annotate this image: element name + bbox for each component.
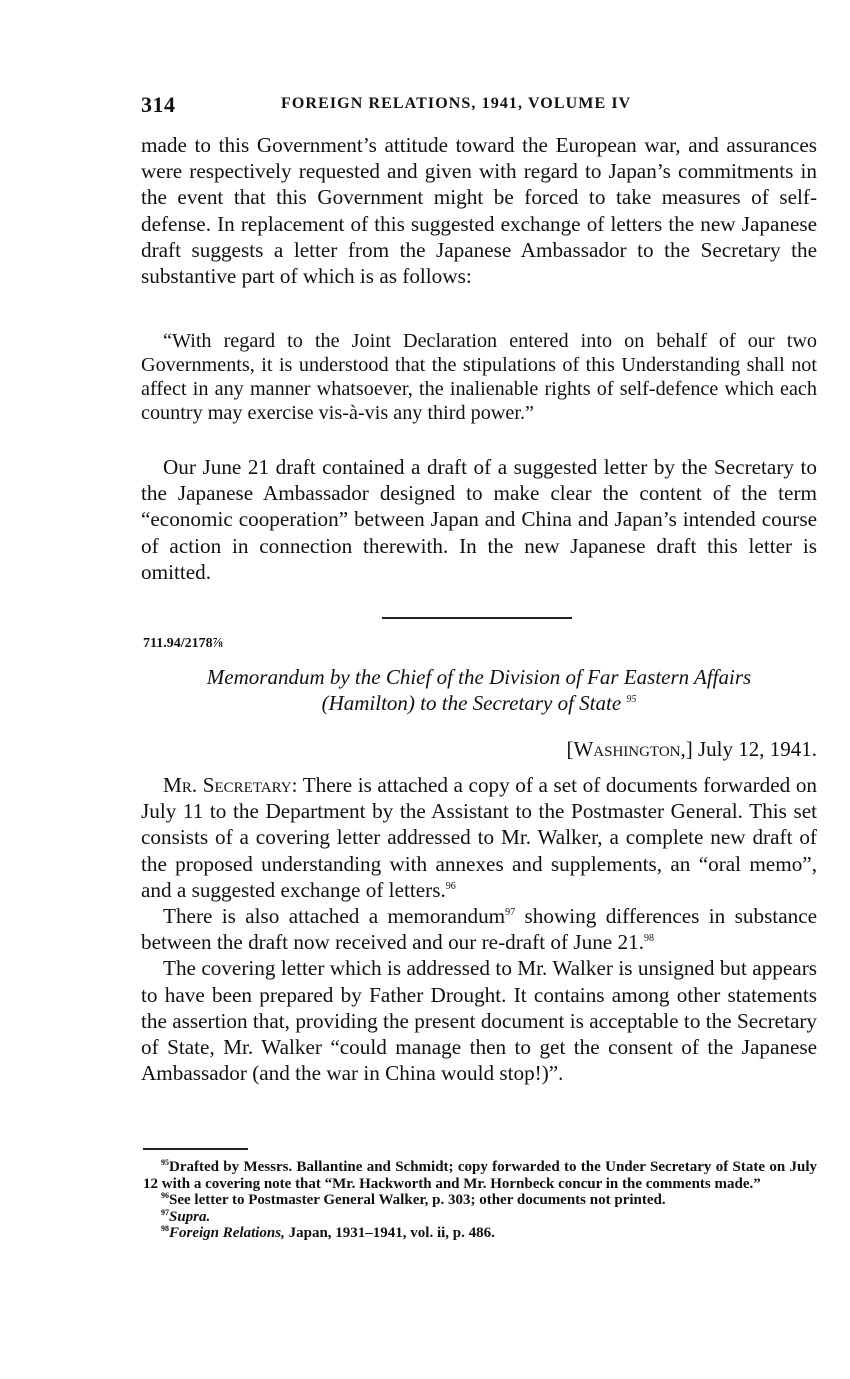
footnote-text: Supra. bbox=[169, 1208, 211, 1225]
dateline-date: July 12, 1941. bbox=[697, 737, 817, 761]
running-head: FOREIGN RELATIONS, 1941, VOLUME IV bbox=[281, 95, 632, 112]
footnote-mark: 95 bbox=[161, 1158, 169, 1167]
file-number: 711.94/2178⅞ bbox=[143, 636, 224, 651]
footnote-mark: 97 bbox=[161, 1207, 169, 1217]
dateline bbox=[566, 737, 817, 762]
quoted-declaration: “With regard to the Joint Declaration entered into on behalf of our two Governments, it is understood that the stipulations of this Understanding shall not affect in any manner whatsoever, the inalienable rights of self-defence which each country may exercise vis-à-vis any third power.” bbox=[141, 330, 817, 424]
continued-paragraph: made to this Government’s attitude toward the European war, and assurances were respectively requested and given with regard to Japan’s commitments in the event that this Government might be forced to take measures of self-defense. In replacement of this suggested exchange of letters the new Japanese draft suggests a letter from the Japanese Ambassador to the Secretary the substantive part of which is as follows: bbox=[141, 133, 817, 289]
continued-paragraph-block bbox=[141, 132, 817, 289]
memo-paragraph-1 bbox=[141, 772, 817, 903]
page-number: 314 bbox=[141, 92, 176, 117]
footnote-text: Drafted by Messrs. Ballantine and Schmidt; copy forwarded to the Under Secretary of State on July 12 with a covering note that “Mr. Hackworth and Mr. Hornbeck concur in the comments made.” bbox=[143, 1159, 817, 1192]
page-header bbox=[141, 92, 817, 116]
memo-body bbox=[141, 772, 817, 1086]
memo-paragraph-3: The covering letter which is addressed to Mr. Walker is unsigned but appears to have been prepared by Father Drought. It contains among other statements the assertion that, providing the present document is acceptable to the Secretary of State, Mr. Walker “could manage then to get the consent of the Japanese Ambassador (and the war in China would stop!)”. bbox=[141, 956, 817, 1086]
memo-paragraph-2-text-a: There is also attached a memorandum bbox=[163, 904, 506, 929]
footnote-98 bbox=[143, 1225, 817, 1242]
section-divider bbox=[382, 617, 572, 619]
footnote-95 bbox=[143, 1159, 817, 1192]
document-title-line2: (Hamilton) to the Secretary of State bbox=[321, 691, 622, 715]
closing-paragraph-block bbox=[141, 454, 817, 585]
block-quote bbox=[141, 329, 817, 425]
footnote-ref-96: 96 bbox=[445, 880, 456, 892]
footnote-text: Japan, 1931–1941, vol. ii, p. 486. bbox=[288, 1225, 495, 1241]
document-title bbox=[141, 664, 817, 716]
memo-paragraph-2-text-b: showing differences in substance between the draft now received and our re-draft of June 21. bbox=[141, 904, 818, 955]
footnote-mark: 96 bbox=[161, 1191, 169, 1200]
document-title-line1: Memorandum by the Chief of the Division of Far Eastern Affairs bbox=[206, 665, 752, 689]
title-footnote-ref: 95 bbox=[626, 694, 637, 705]
footnote-text: See letter to Postmaster General Walker, p. 303; other documents not printed. bbox=[169, 1192, 666, 1208]
footnote-ref-98: 98 bbox=[644, 933, 654, 945]
memo-paragraph-1-text: There is attached a copy of a set of documents forwarded on July 11 to the Department by the Assistant to the Postmaster General. This set consists of a covering letter addressed to Mr. Walker, a complete new draft of the proposed understanding with annexes and supplements, an “oral memo”, and a suggested exchange of letters. bbox=[141, 773, 818, 902]
footnote-mark: 98 bbox=[161, 1224, 169, 1233]
memo-paragraph-2 bbox=[141, 903, 817, 955]
footnote-italic-text: Foreign Relations, bbox=[169, 1225, 285, 1241]
footnote-97 bbox=[143, 1209, 817, 1226]
closing-paragraph: Our June 21 draft contained a draft of a suggested letter by the Secretary to the Japanese Ambassador designed to make clear the content of the term “economic cooperation” between Japan and China and Japan’s intended course of action in connection therewith. In the new Japanese draft this letter is omitted. bbox=[141, 455, 817, 584]
footnotes bbox=[143, 1159, 817, 1242]
footnote-ref-97: 97 bbox=[505, 906, 516, 918]
footnote-divider bbox=[143, 1148, 248, 1150]
footnote-96 bbox=[143, 1192, 817, 1209]
dateline-place: [Washington,] bbox=[566, 737, 693, 761]
salutation: Mr. Secretary: bbox=[163, 773, 298, 797]
